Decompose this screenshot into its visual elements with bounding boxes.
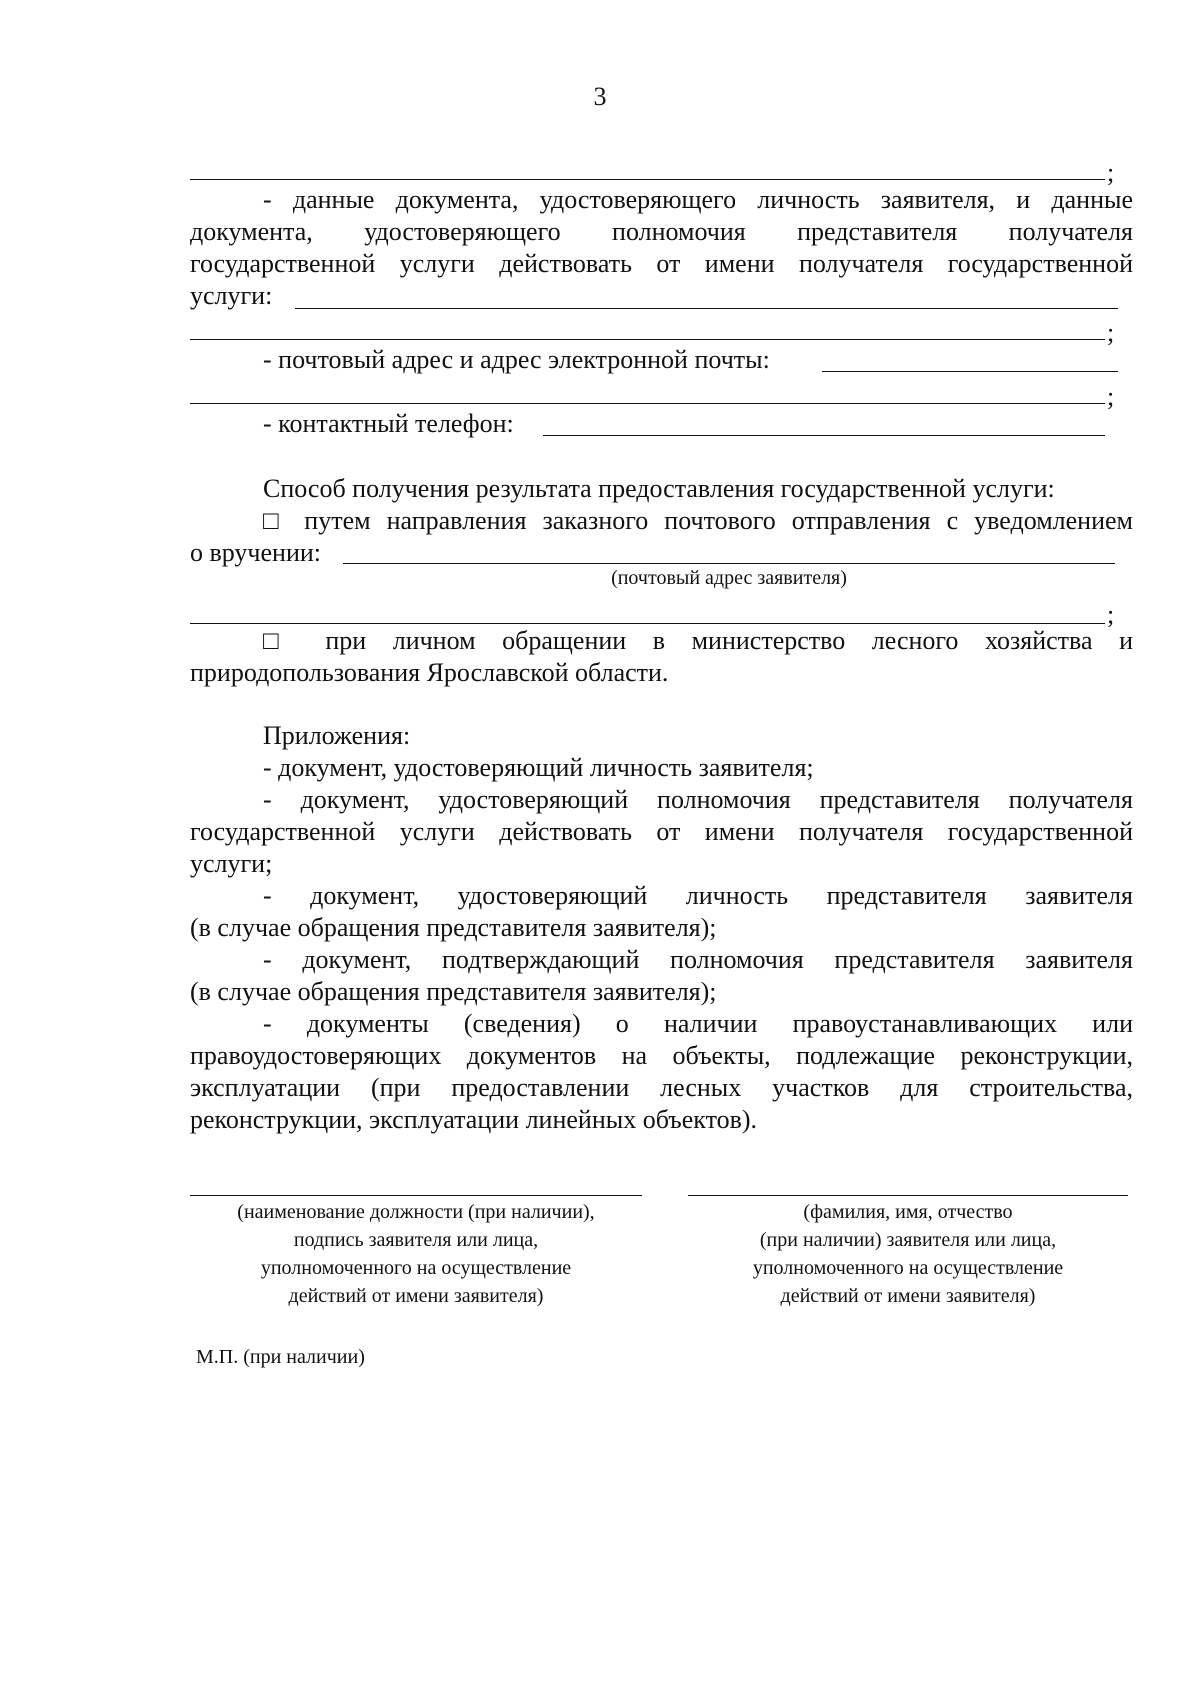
delivery-option-mail-line1: □ путем направления заказного почтового отправления с уведомлением xyxy=(263,506,1133,535)
attachment-item2-line3: услуги; xyxy=(190,849,273,878)
id-docs-line4: услуги: xyxy=(190,281,273,310)
attachment-item5-line1: - документы (сведения) о наличии правоустанавливающих или xyxy=(263,1009,1133,1038)
postal-email-fill-line xyxy=(822,370,1118,372)
attachment-item2-line2: государственной услуги действовать от имени получателя государственной xyxy=(190,817,1133,846)
attachments-heading: Приложения: xyxy=(263,721,411,750)
id-docs-line1: - данные документа, удостоверяющего личность заявителя, и данные xyxy=(263,185,1133,214)
fill-line xyxy=(190,178,1105,180)
semicolon: ; xyxy=(1107,158,1115,187)
signature-left-caption-line3: уполномоченного на осуществление xyxy=(260,1257,572,1279)
delivery-option-mail-line2: о вручении: xyxy=(190,538,322,567)
attachment-item5-line3: эксплуатации (при предоставлении лесных участков для строительства, xyxy=(190,1073,1133,1102)
fill-line xyxy=(190,402,1105,404)
attachment-item2-line1: - документ, удостоверяющий полномочия представителя получателя xyxy=(263,785,1133,814)
semicolon: ; xyxy=(1107,382,1115,411)
signature-right-caption-line1: (фамилия, имя, отчество xyxy=(803,1201,1013,1223)
semicolon: ; xyxy=(1107,318,1115,347)
delivery-option-personal-line1: □ при личном обращении в министерство лесного хозяйства и xyxy=(263,626,1133,655)
signature-line-left xyxy=(190,1194,642,1196)
fill-line xyxy=(190,622,1105,624)
signature-left-caption-line1: (наименование должности (при наличии), xyxy=(237,1201,595,1223)
attachment-item5-line2: правоудостоверяющих документов на объекты, подлежащие реконструкции, xyxy=(190,1041,1133,1070)
id-docs-line2: документа, удостоверяющего полномочия представителя получателя xyxy=(190,217,1133,246)
attachment-item3-line1: - документ, удостоверяющий личность представителя заявителя xyxy=(263,881,1133,910)
signature-left-caption-line2: подпись заявителя или лица, xyxy=(293,1229,539,1251)
attachment-item4-line1: - документ, подтверждающий полномочия представителя заявителя xyxy=(263,945,1133,974)
semicolon: ; xyxy=(1107,600,1115,629)
postal-address-caption: (почтовый адрес заявителя) xyxy=(611,567,847,589)
attachment-item4-line2: (в случае обращения представителя заявителя); xyxy=(190,977,717,1006)
delivery-option-personal-line2: природопользования Ярославской области. xyxy=(190,658,669,687)
signature-right-caption-line2: (при наличии) заявителя или лица, xyxy=(759,1229,1057,1251)
signature-line-right xyxy=(688,1194,1128,1196)
phone-fill-line xyxy=(543,434,1105,436)
signature-left-caption-line4: действий от имени заявителя) xyxy=(288,1285,544,1307)
postal-email-label: - почтовый адрес и адрес электронной почты: xyxy=(263,345,770,374)
signature-right-caption-line4: действий от имени заявителя) xyxy=(780,1285,1036,1307)
signature-right-caption-line3: уполномоченного на осуществление xyxy=(752,1257,1064,1279)
delivery-heading: Способ получения результата предоставления государственной услуги: xyxy=(263,474,1055,503)
fill-line xyxy=(190,338,1105,340)
stamp-note: М.П. (при наличии) xyxy=(196,1346,365,1368)
page-number: 3 xyxy=(593,82,607,111)
attachment-item3-line2: (в случае обращения представителя заявителя); xyxy=(190,913,717,942)
attachment-item1: - документ, удостоверяющий личность заявителя; xyxy=(263,753,814,782)
id-docs-fill-line xyxy=(295,307,1118,309)
attachment-item5-line4: реконструкции, эксплуатации линейных объектов). xyxy=(190,1105,758,1134)
phone-label: - контактный телефон: xyxy=(263,409,514,438)
id-docs-line3: государственной услуги действовать от имени получателя государственной xyxy=(190,249,1133,278)
